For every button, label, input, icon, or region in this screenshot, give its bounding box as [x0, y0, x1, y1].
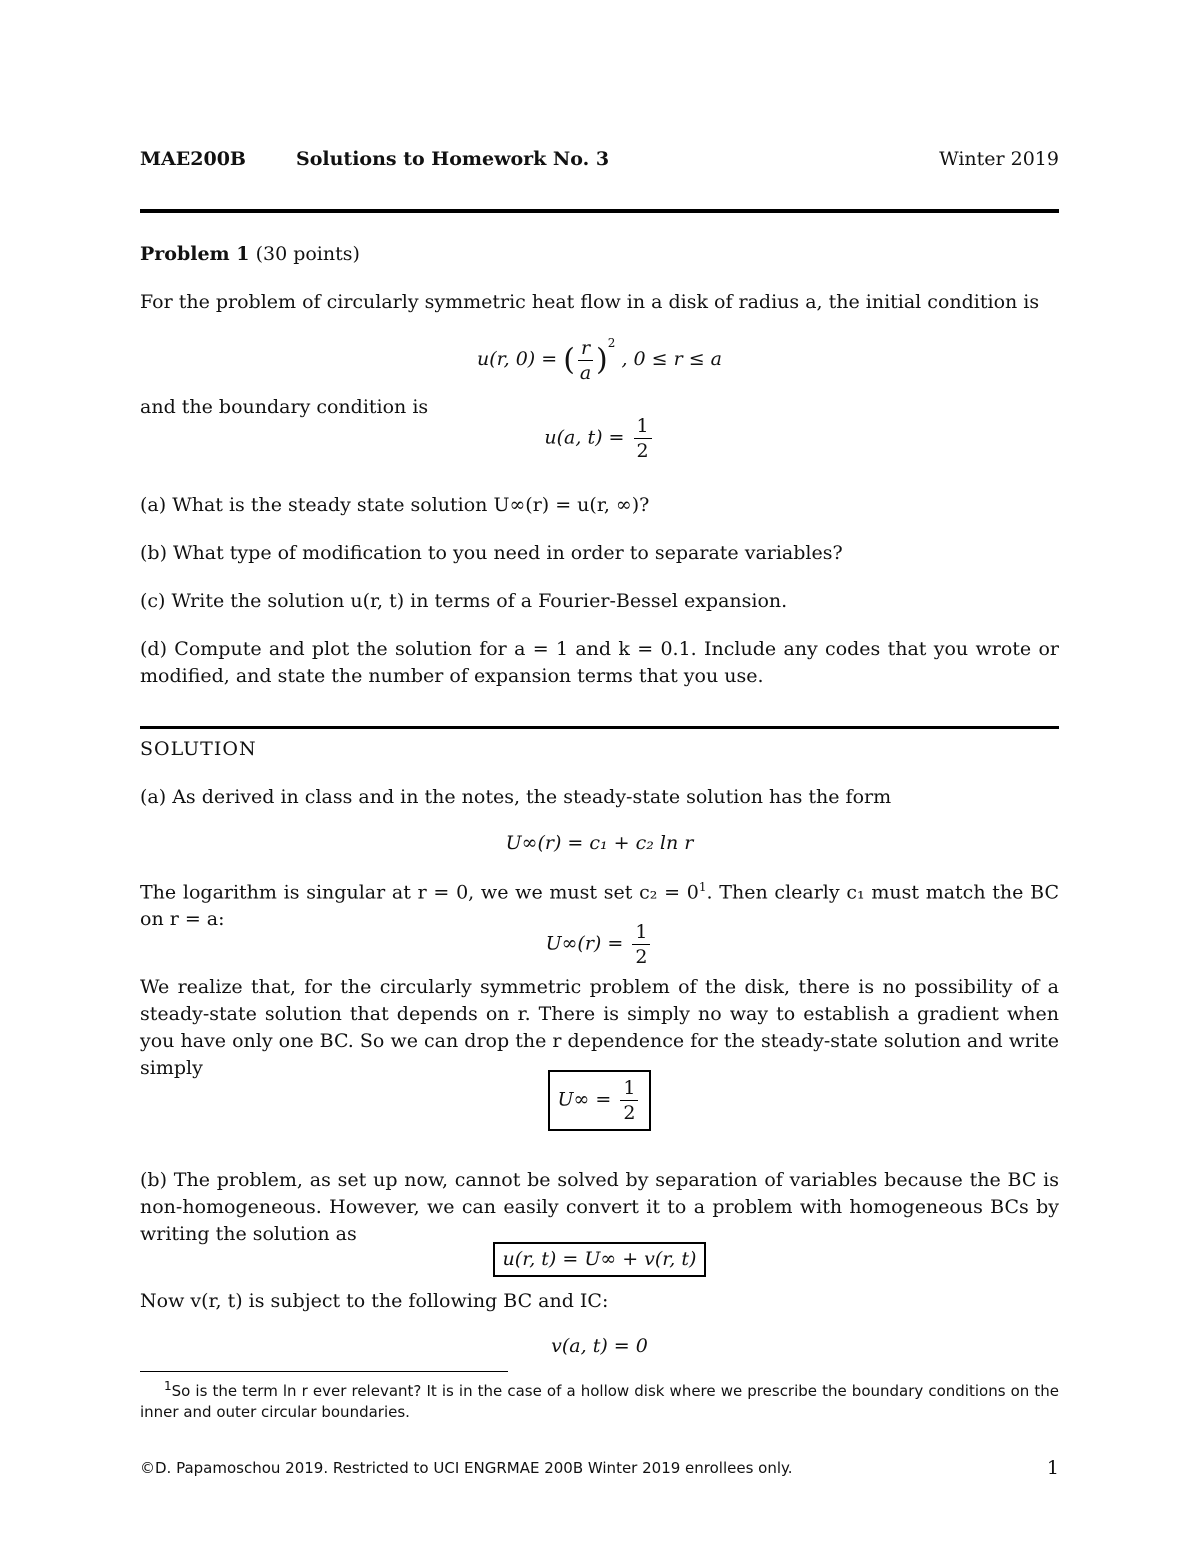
question-a: (a) What is the steady state solution U∞(r) = u(r, ∞)?: [140, 494, 650, 516]
boxed-decomposition: u(r, t) = U∞ + v(r, t): [140, 1242, 1059, 1277]
solution-b-paragraph: (b) The problem, as set up now, cannot be solved by separation of variables because the BC is non-homogeneous. However, we can easily convert it to a problem with homogeneous BCs by writing the solution as: [140, 1169, 1059, 1245]
question-c: (c) Write the solution u(r, t) in terms of a Fourier-Bessel expansion.: [140, 590, 788, 612]
log-paragraph: The logarithm is singular at r = 0, we we must set $c_2 = 0^1$. Then clearly c₁ must match the BC on r = a:: [140, 880, 1059, 931]
footnote-reference: 1: [698, 880, 707, 894]
initial-condition-equation: u(r, 0) = ( $\frac{r}{a}$ )$^2$ , 0 ≤ r ≤ a: [476, 336, 723, 384]
solution-rule: [140, 726, 1059, 729]
problem-intro: For the problem of circularly symmetric heat flow in a disk of radius a, the initial condition is: [140, 291, 1040, 313]
solution-a-intro: (a) As derived in class and in the notes, the steady-state solution has the form: [140, 786, 892, 808]
bc-intro: and the boundary condition is: [140, 396, 429, 418]
boxed-steady-state: U∞ = $\frac{1}{2}$: [140, 1070, 1059, 1131]
copyright-notice: ©D. Papamoschou 2019. Restricted to UCI ENGRMAE 200B Winter 2019 enrollees only.: [140, 1459, 793, 1477]
steady-state-general-equation: U∞(r) = c₁ + c₂ ln r: [505, 832, 694, 854]
header-rule: [140, 209, 1059, 213]
realize-paragraph: We realize that, for the circularly symmetric problem of the disk, there is no possibility of a steady-state solution that depends on r. There is simply no way to establish a gradient when you have only one BC. So we can drop the r dependence for the steady-state solution and write simply: [140, 976, 1059, 1079]
course-code: MAE200B: [140, 148, 246, 170]
solution-heading: SOLUTION: [140, 738, 257, 760]
document-title: Solutions to Homework No. 3: [296, 148, 610, 170]
bc-v-equation: v(a, t) = 0: [551, 1335, 648, 1357]
problem-heading: Problem 1 (30 points): [140, 243, 360, 265]
now-text: Now v(r, t) is subject to the following BC and IC:: [140, 1290, 609, 1312]
steady-state-equation: U∞(r) = $\frac{1}{2}$: [140, 920, 1059, 969]
boundary-condition-equation: u(a, t) = $\frac{1}{2}$: [140, 414, 1059, 463]
question-b: (b) What type of modification to you need in order to separate variables?: [140, 542, 843, 564]
footnote: $^1$So is the term ln r ever relevant? It is in the case of a hollow disk where we prescribe the boundary conditions on the inner and outer circular boundaries.: [140, 1379, 1059, 1421]
question-d: (d) Compute and plot the solution for a = 1 and k = 0.1. Include any codes that you wrote or modified, and state the number of expansion terms that you use.: [140, 638, 1059, 687]
page-number: 1: [1046, 1457, 1059, 1479]
footnote-rule: [140, 1371, 508, 1372]
term-label: Winter 2019: [939, 148, 1059, 170]
